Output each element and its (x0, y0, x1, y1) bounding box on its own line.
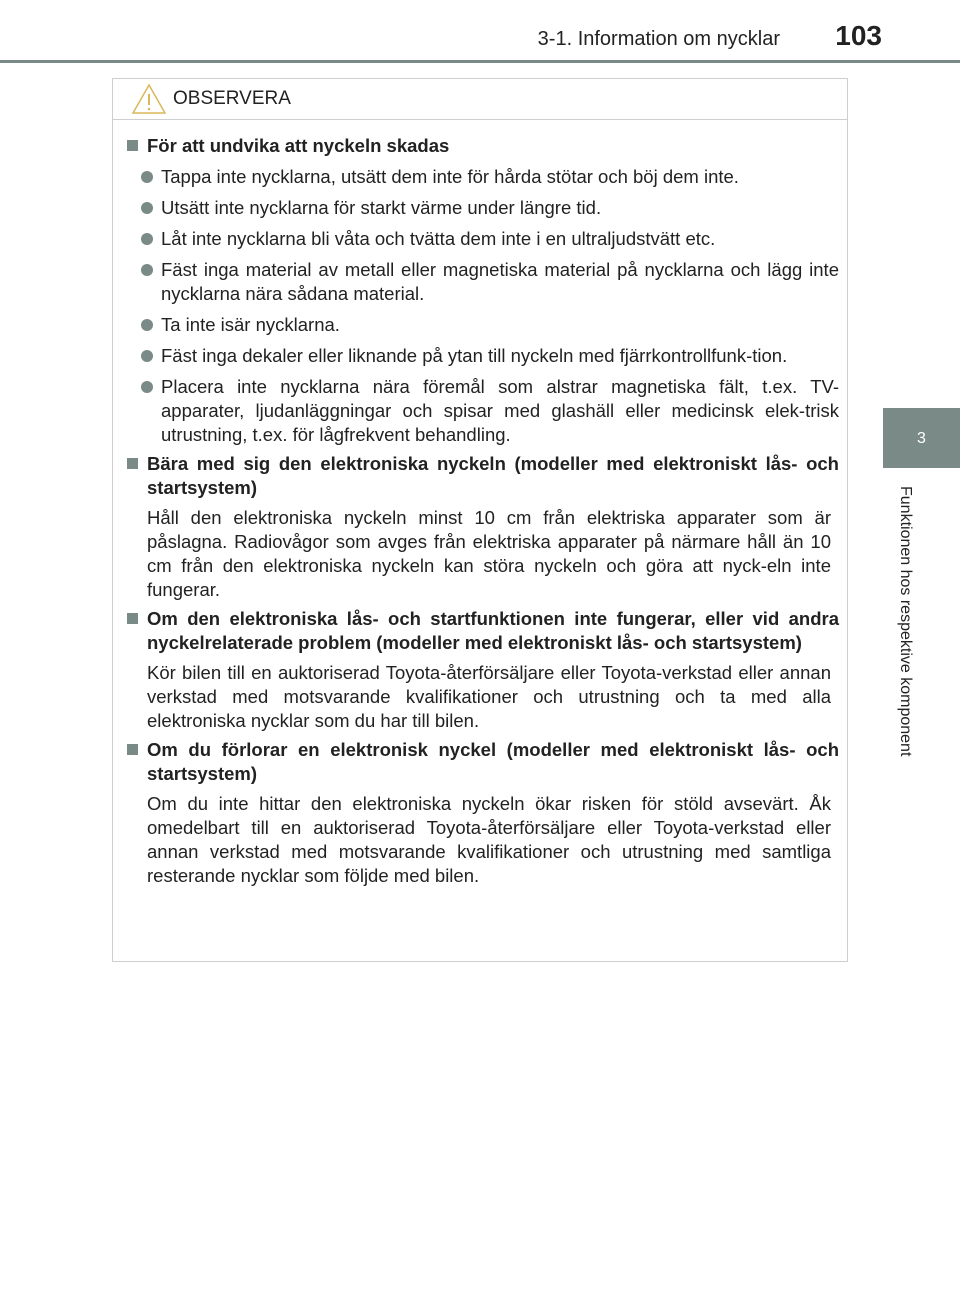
list-item (141, 227, 839, 251)
warning-triangle-icon (131, 83, 167, 115)
section-heading-text: Bära med sig den elektroniska nyckeln (modeller med elektroniskt lås- och startsystem) (147, 453, 839, 498)
section-heading (127, 452, 839, 500)
dot-bullet-icon (141, 202, 153, 214)
list-item (141, 196, 839, 220)
section-heading-text: Om du förlorar en elektronisk nyckel (modeller med elektroniskt lås- och startsystem) (147, 739, 839, 784)
dot-bullet-icon (141, 381, 153, 393)
section-heading (127, 134, 839, 158)
section-heading-text: Om den elektroniska lås- och startfunktionen inte fungerar, eller vid andra nyckelrelaterade problem (modeller med elektroniskt lås- och startsystem) (147, 608, 839, 653)
dot-bullet-icon (141, 350, 153, 362)
square-bullet-icon (127, 140, 138, 151)
section-heading-text: För att undvika att nyckeln skadas (147, 135, 450, 156)
page-number: 103 (835, 20, 882, 51)
header-rule (0, 60, 960, 63)
dot-bullet-icon (141, 233, 153, 245)
section-lost-key (127, 738, 839, 888)
header-title: 3-1. Information om nycklar (537, 28, 780, 50)
caution-header (113, 79, 847, 120)
dot-bullet-icon (141, 264, 153, 276)
chapter-side-tab (883, 408, 960, 898)
section-paragraph: Om du inte hittar den elektroniska nyckeln ökar risken för stöld avsevärt. Åk omedelbart till en auktoriserad Toyota-återförsäljare eller Toyota-verkstad eller annan verkstad med motsvarande kvalifikationer och utrustning med samtliga resterande nycklar som följde med bilen. (147, 793, 831, 886)
list-item-text: Utsätt inte nycklarna för starkt värme under längre tid. (161, 197, 602, 218)
list-item-text: Fäst inga material av metall eller magnetiska material på nycklarna och lägg inte nycklarna nära sådana material. (161, 259, 839, 304)
chapter-number: 3 (917, 430, 926, 447)
dot-bullet-icon (141, 171, 153, 183)
square-bullet-icon (127, 458, 138, 469)
section-carrying-key (127, 452, 839, 602)
list-item (141, 258, 839, 306)
list-item-text: Ta inte isär nycklarna. (161, 314, 340, 335)
section-paragraph: Håll den elektroniska nyckeln minst 10 cm från elektriska apparater som är påslagna. Radiovågor som avges från elektriska apparater på närmare håll än 10 cm från den elektroniska nyckeln kan störa nyckeln och göra att nyck-eln inte fungerar. (147, 507, 831, 600)
list-item (141, 344, 839, 368)
list-item-text: Placera inte nycklarna nära föremål som alstrar magnetiska fält, t.ex. TV-apparater, ljudanläggningar och spisar med glashäll eller medicinsk elek-trisk utrustning, t.ex. för lågfrekvent behandling. (161, 376, 839, 445)
caution-body (113, 120, 847, 888)
list-item (141, 375, 839, 447)
list-item-text: Låt inte nycklarna bli våta och tvätta dem inte i en ultraljudstvätt etc. (161, 228, 716, 249)
dot-bullet-icon (141, 319, 153, 331)
section-system-malfunction (127, 607, 839, 733)
list-item-text: Fäst inga dekaler eller liknande på ytan till nyckeln med fjärrkontrollfunk-tion. (161, 345, 788, 366)
caution-label: OBSERVERA (173, 88, 291, 109)
square-bullet-icon (127, 744, 138, 755)
section-heading (127, 607, 839, 655)
list-item (141, 165, 839, 189)
square-bullet-icon (127, 613, 138, 624)
caution-box (112, 78, 848, 962)
section-key-damage (127, 134, 839, 447)
list-item (141, 313, 839, 337)
list-item-text: Tappa inte nycklarna, utsätt dem inte för hårda stötar och böj dem inte. (161, 166, 739, 187)
section-paragraph: Kör bilen till en auktoriserad Toyota-återförsäljare eller Toyota-verkstad eller annan verkstad med motsvarande kvalifikationer och utrustning och ta med alla elektroniska nycklar som du har till bilen. (147, 662, 831, 731)
section-heading (127, 738, 839, 786)
chapter-title: Funktionen hos respektive komponent (897, 486, 914, 757)
